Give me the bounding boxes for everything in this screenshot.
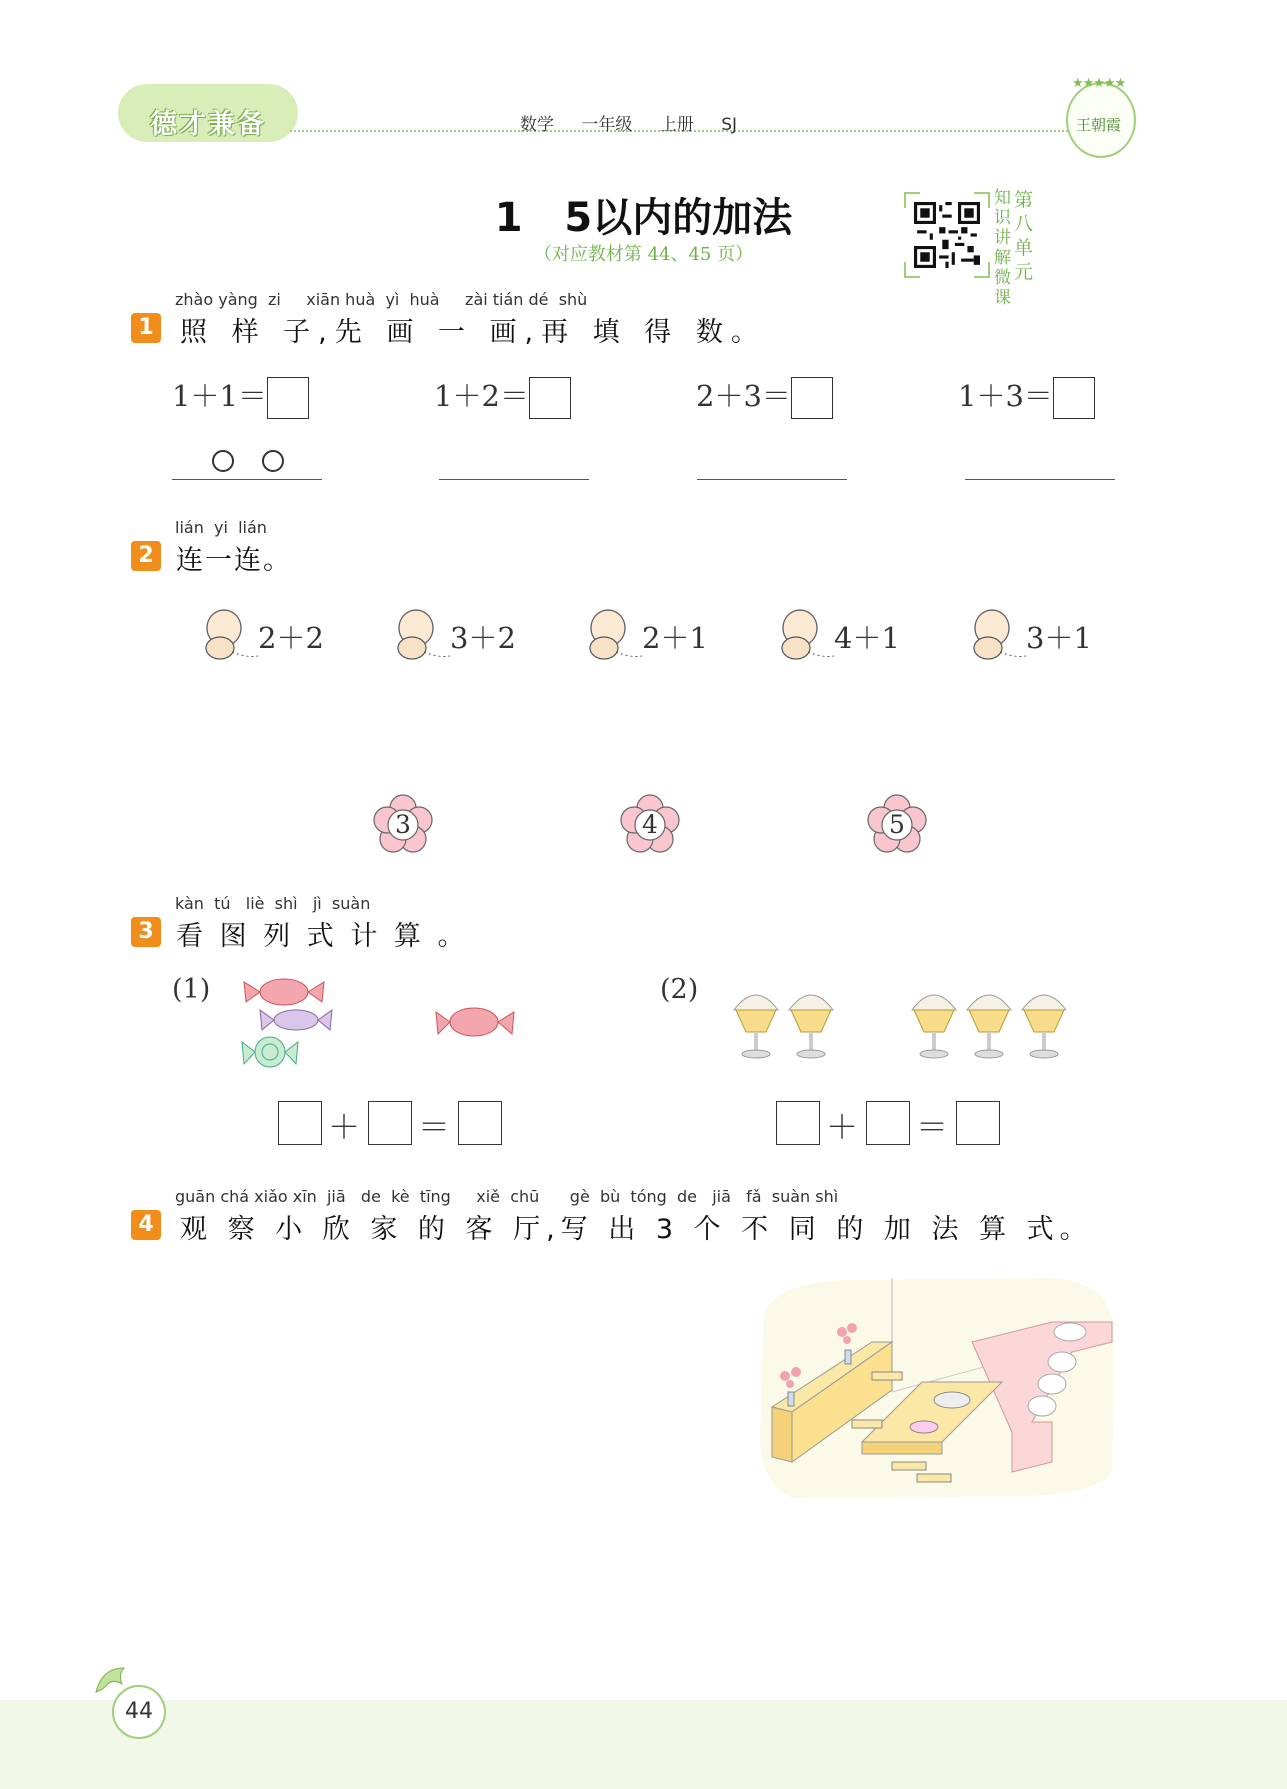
header-meta xyxy=(520,110,759,135)
candy-icon xyxy=(436,1008,514,1036)
drawing-line-4[interactable] xyxy=(965,479,1115,480)
equals-sign: ＝ xyxy=(916,1108,949,1146)
answer-box[interactable] xyxy=(267,377,309,419)
q3-text: 看 图 列 式 计 算 。 xyxy=(176,921,469,952)
butterfly-card-2[interactable]: 3＋2 xyxy=(394,606,524,666)
butterfly-icon xyxy=(394,606,450,666)
q1-number: 1 xyxy=(131,313,161,343)
page-number: 44 xyxy=(112,1685,166,1739)
drawing-line-3[interactable] xyxy=(697,479,847,480)
q3-part2-label: (2) xyxy=(660,974,699,1005)
circle-icon xyxy=(212,450,234,472)
butterfly-icon xyxy=(778,606,834,666)
stars-icon: ★★★★★ xyxy=(1072,76,1126,91)
q3-part1-label: (1) xyxy=(172,974,211,1005)
q2-text: 连一连。 xyxy=(176,545,292,576)
qr-code-icon xyxy=(914,202,980,268)
q3-part1-box-2[interactable] xyxy=(368,1101,412,1145)
q4-pinyin: guān chá xiǎo xīn jiā de kè tīng xiě chū gè bù tóng de jiā fǎ suàn shì xyxy=(175,1187,839,1206)
q2-number: 2 xyxy=(131,541,161,571)
q1-pinyin: zhào yàng zi xiān huà yì huà zài tián dé shù xyxy=(175,290,588,309)
circle-icon xyxy=(262,450,284,472)
plus-sign: ＋ xyxy=(826,1108,859,1146)
candy-icon xyxy=(244,979,324,1005)
page-title xyxy=(0,186,1287,243)
ice-cream-icon xyxy=(967,995,1011,1058)
butterfly-card-5[interactable]: 3＋1 xyxy=(970,606,1100,666)
answer-box[interactable] xyxy=(529,377,571,419)
brand-text: 德才兼备 xyxy=(150,109,266,140)
answer-box[interactable] xyxy=(1053,377,1095,419)
q3-part2-box-3[interactable] xyxy=(956,1101,1000,1145)
flower-4[interactable]: 4 xyxy=(619,794,681,856)
ice-cream-icon xyxy=(1022,995,1066,1058)
q3-part2-box-2[interactable] xyxy=(866,1101,910,1145)
side-label-unit: 第 八 单 元 xyxy=(1014,189,1034,283)
candy-icon xyxy=(242,1037,298,1067)
q1-equation-3: 2＋3＝ xyxy=(696,374,833,419)
butterfly-icon xyxy=(586,606,642,666)
header-subject: 数学 xyxy=(520,115,554,135)
q3-part2-box-1[interactable] xyxy=(776,1101,820,1145)
candy-illustration xyxy=(236,970,536,1075)
side-label-knowledge: 知 识 讲 解 微 课 xyxy=(994,188,1011,308)
q4-text: 观 察 小 欣 家 的 客 厅,写 出 3 个 不 同 的 加 法 算 式。 xyxy=(180,1214,1093,1245)
candy-icon xyxy=(260,1010,332,1030)
footer-band xyxy=(0,1700,1287,1789)
icecream-illustration xyxy=(726,970,1066,1070)
q3-pinyin: kàn tú liè shì jì suàn xyxy=(175,894,371,913)
header-volume: 上册 xyxy=(659,115,694,135)
butterfly-card-3[interactable]: 2＋1 xyxy=(586,606,716,666)
ice-cream-icon xyxy=(734,995,778,1058)
q1-text: 照 样 子,先 画 一 画,再 填 得 数。 xyxy=(180,317,766,348)
q1-equation-1: 1＋1＝ xyxy=(172,374,309,419)
ice-cream-icon xyxy=(789,995,833,1058)
title-number: 1 xyxy=(494,195,523,241)
flower-5[interactable]: 5 xyxy=(866,794,928,856)
q1-equation-2: 1＋2＝ xyxy=(434,374,571,419)
butterfly-card-4[interactable]: 4＋1 xyxy=(778,606,908,666)
q3-part1-box-1[interactable] xyxy=(278,1101,322,1145)
drawing-line-1[interactable] xyxy=(172,479,322,480)
drawing-line-2[interactable] xyxy=(439,479,589,480)
living-room-illustration xyxy=(752,1272,1122,1502)
answer-box[interactable] xyxy=(791,377,833,419)
flower-3[interactable]: 3 xyxy=(372,794,434,856)
header-edition: SJ xyxy=(721,115,738,135)
plus-sign: ＋ xyxy=(328,1108,361,1146)
butterfly-card-1[interactable]: 2＋2 xyxy=(202,606,332,666)
page-subtitle: （对应教材第 44、45 页） xyxy=(533,244,754,265)
ice-cream-icon xyxy=(912,995,956,1058)
header-grade: 一年级 xyxy=(581,115,633,135)
title-text: 5以内的加法 xyxy=(564,195,793,241)
q1-equation-4: 1＋3＝ xyxy=(958,374,1095,419)
butterfly-icon xyxy=(202,606,258,666)
seal-name: 王朝霞 xyxy=(1076,116,1122,134)
equals-sign: ＝ xyxy=(418,1108,451,1146)
q3-number: 3 xyxy=(131,917,161,947)
qr-code[interactable] xyxy=(904,192,990,278)
q4-number: 4 xyxy=(131,1210,161,1240)
q2-pinyin: lián yi lián xyxy=(175,518,267,537)
butterfly-icon xyxy=(970,606,1026,666)
q3-part1-box-3[interactable] xyxy=(458,1101,502,1145)
